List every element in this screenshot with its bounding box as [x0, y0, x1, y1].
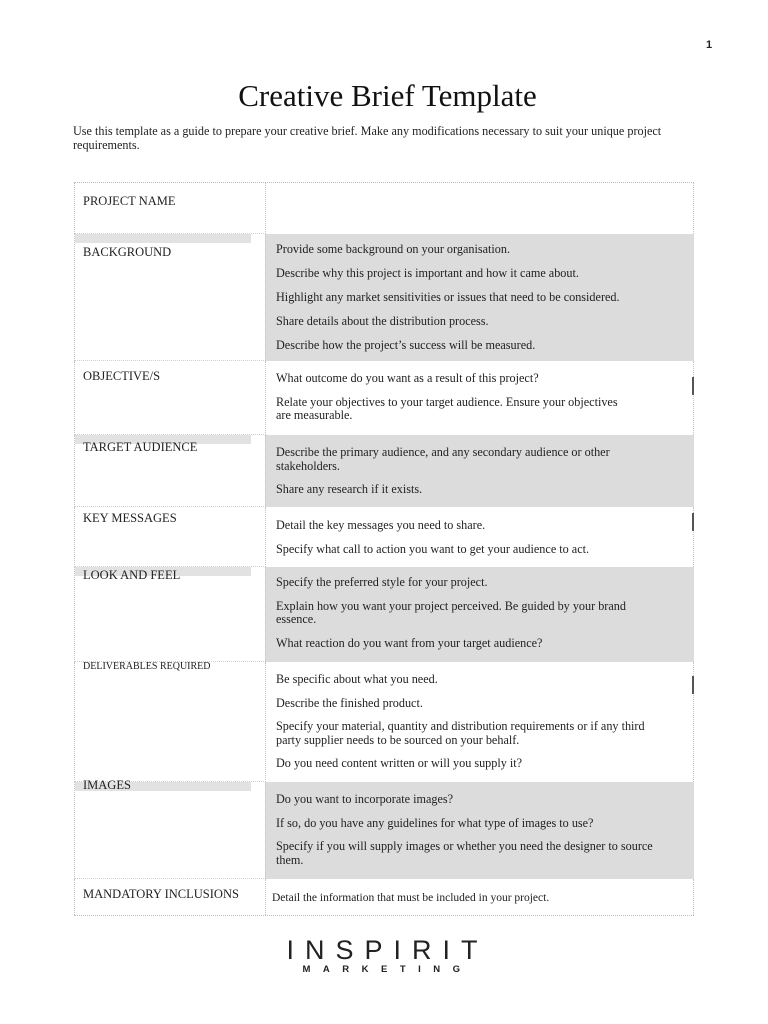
description-line: Share any research if it exists.: [276, 482, 423, 496]
description-line: Be specific about what you need.: [276, 672, 438, 686]
label-shade: [75, 234, 251, 243]
row-label: PROJECT NAME: [83, 194, 176, 208]
company-logo: [0, 935, 768, 975]
description-line: Specify your material, quantity and distribution requirements or if any third party supplier needs to be sourced on your behalf.: [276, 719, 645, 747]
description-line: Describe the finished product.: [276, 695, 423, 710]
row-label: KEY MESSAGES: [83, 511, 177, 525]
description-cell[interactable]: [265, 879, 694, 915]
description-line: Specify what call to action you want to get your audience to act.: [276, 541, 590, 556]
label-cell: [74, 662, 264, 782]
table-row: [74, 778, 694, 879]
row-label: OBJECTIVE/S: [83, 369, 161, 383]
description-line: Relate your objectives to your target audience. Ensure your objectives are measurable.: [276, 394, 618, 422]
label-cell: [74, 778, 264, 879]
table-row: [74, 361, 694, 435]
description-line: Do you want to incorporate images?: [276, 792, 454, 806]
description-line: Detail the key messages you need to share.: [276, 518, 486, 532]
description-line: Highlight any market sensitivities or issues that need to be considered.: [276, 290, 620, 304]
description-line: Share details about the distribution process.: [276, 314, 489, 328]
description-cell[interactable]: [265, 234, 694, 361]
row-label: IMAGES: [83, 778, 131, 792]
intro-text: Use this template as a guide to prepare your creative brief. Make any modifications necessary to suit your unique project requirements.: [73, 124, 662, 152]
description-line: What outcome do you want as a result of this project?: [276, 371, 539, 385]
description-line: Describe why this project is important and how it came about.: [276, 266, 579, 280]
project-name-field[interactable]: [265, 183, 694, 234]
row-label: MANDATORY INCLUSIONS: [83, 887, 239, 901]
row-label: TARGET AUDIENCE: [83, 440, 198, 454]
description-cell[interactable]: [265, 507, 694, 567]
table-row: [74, 507, 694, 567]
row-label: DELIVERABLES REQUIRED: [83, 661, 211, 672]
border-mark: [692, 513, 694, 531]
description-cell[interactable]: [265, 435, 694, 507]
description-cell[interactable]: [265, 782, 694, 879]
description-line: Describe the primary audience, and any secondary audience or other stakeholders.: [276, 445, 610, 473]
table-row: [74, 662, 694, 782]
label-cell: [74, 879, 264, 915]
description-line: Explain how you want your project perceived. Be guided by your brand essence.: [276, 598, 626, 626]
description-line: What reaction do you want from your target audience?: [276, 635, 543, 650]
label-cell: [74, 567, 264, 662]
table-row: [74, 567, 694, 662]
description-cell[interactable]: [265, 361, 694, 435]
label-cell: [74, 435, 264, 507]
logo-wordmark: INSPIRIT: [286, 935, 489, 965]
table-row: [74, 183, 694, 234]
logo-tagline: MARKETING: [302, 964, 473, 975]
page-number: 1: [706, 39, 713, 51]
label-cell: [74, 234, 264, 361]
label-cell: [74, 507, 264, 567]
label-cell: [74, 183, 264, 234]
description-line: Provide some background on your organisation.: [276, 242, 511, 256]
description-cell[interactable]: [265, 567, 694, 662]
label-cell: [74, 361, 264, 435]
row-label: LOOK AND FEEL: [83, 568, 181, 582]
page-title: Creative Brief Template: [238, 78, 537, 113]
brief-table: [74, 182, 694, 916]
table-row: [74, 879, 694, 915]
description-line: Detail the information that must be included in your project.: [272, 892, 550, 904]
description-line: Specify if you will supply images or whether you need the designer to source them.: [276, 839, 653, 867]
description-line: If so, do you have any guidelines for what type of images to use?: [276, 815, 594, 830]
border-mark: [692, 676, 694, 694]
description-line: Do you need content written or will you supply it?: [276, 756, 523, 770]
description-cell[interactable]: [265, 662, 694, 782]
table-row: [74, 234, 694, 361]
description-line: Describe how the project’s success will be measured.: [276, 338, 536, 352]
row-label: BACKGROUND: [83, 245, 172, 259]
border-mark: [692, 377, 694, 395]
description-line: Specify the preferred style for your project.: [276, 575, 488, 589]
table-row: [74, 435, 694, 507]
